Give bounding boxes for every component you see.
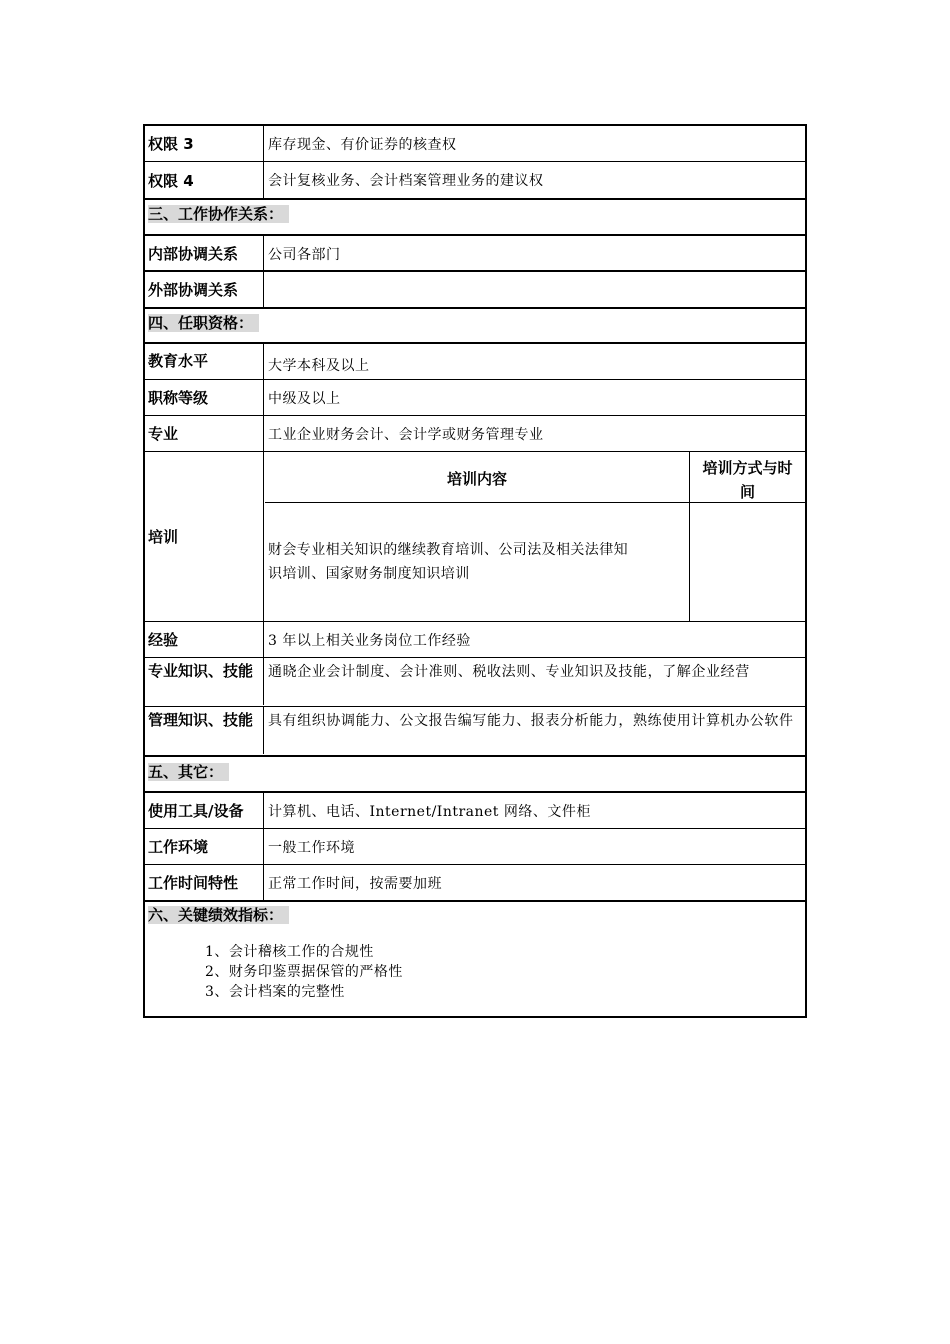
row-work-time <box>145 865 805 900</box>
label-professional-skills: 专业知识、技能 <box>145 658 264 705</box>
row-authority-3 <box>145 126 805 161</box>
label-environment: 工作环境 <box>145 829 264 864</box>
section-cooperation-title: 三、工作协作关系： <box>148 205 289 223</box>
label-external-coordination: 外部协调关系 <box>145 272 264 307</box>
value-education: 大学本科及以上 <box>268 357 370 374</box>
section-qualifications-title: 四、任职资格： <box>148 314 259 332</box>
divider <box>145 307 805 309</box>
row-experience <box>145 622 805 657</box>
row-external-coordination <box>145 272 805 307</box>
row-major <box>145 416 805 451</box>
section-other-title: 五、其它： <box>148 763 229 781</box>
value-authority-3: 库存现金、有价证券的核查权 <box>268 136 457 153</box>
training-method-header <box>690 456 805 504</box>
row-tools <box>145 793 805 828</box>
value-authority-4: 会计复核业务、会计档案管理业务的建议权 <box>268 173 544 189</box>
kpi-item: 1、会计稽核工作的合规性 <box>205 944 374 960</box>
value-management-skills: 具有组织协调能力、公文报告编写能力、报表分析能力，熟练使用计算机办公软件 <box>268 713 794 729</box>
training-content-line-2: 识培训、国家财务制度知识培训 <box>268 566 470 582</box>
section-qualifications <box>145 311 805 341</box>
row-title-level <box>145 380 805 415</box>
value-work-time: 正常工作时间，按需要加班 <box>268 875 442 892</box>
value-professional-skills: 通晓企业会计制度、会计准则、税收法则、专业知识及技能，了解企业经营 <box>268 664 750 680</box>
section-kpi-title: 六、关键绩效指标： <box>148 906 289 924</box>
training-method-header-line-2: 间 <box>739 483 755 501</box>
training-content-line-1: 财会专业相关知识的继续教育培训、公司法及相关法律知 <box>268 542 628 558</box>
label-management-skills: 管理知识、技能 <box>145 707 264 754</box>
value-major: 工业企业财务会计、会计学或财务管理专业 <box>268 426 544 443</box>
row-training <box>145 452 805 621</box>
divider <box>145 198 805 200</box>
row-authority-4 <box>145 162 805 198</box>
section-other <box>145 760 805 790</box>
training-content-header: 培训内容 <box>446 470 507 488</box>
label-education: 教育水平 <box>145 344 264 379</box>
job-description-table <box>143 124 807 1018</box>
value-title-level: 中级及以上 <box>268 390 341 407</box>
value-environment: 一般工作环境 <box>268 839 355 856</box>
label-training: 培训 <box>145 452 264 621</box>
row-management-skills <box>145 707 805 754</box>
label-authority-3: 权限 3 <box>145 126 264 161</box>
divider <box>145 755 805 757</box>
kpi-item: 3、会计档案的完整性 <box>205 984 345 1000</box>
label-internal-coordination: 内部协调关系 <box>145 236 264 271</box>
training-content <box>268 538 688 586</box>
label-experience: 经验 <box>145 622 264 657</box>
row-professional-skills <box>145 658 805 705</box>
divider <box>145 900 805 902</box>
row-internal-coordination <box>145 236 805 271</box>
label-work-time: 工作时间特性 <box>145 865 264 900</box>
training-method-header-line-1: 培训方式与时 <box>702 459 793 477</box>
value-tools: 计算机、电话、Internet/Intranet 网络、文件柜 <box>268 803 591 820</box>
section-cooperation <box>145 202 805 232</box>
value-experience: 3 年以上相关业务岗位工作经验 <box>268 632 471 649</box>
value-external-coordination <box>265 272 805 307</box>
row-environment <box>145 829 805 864</box>
label-authority-4: 权限 4 <box>145 162 264 198</box>
label-tools: 使用工具/设备 <box>145 793 264 828</box>
label-title-level: 职称等级 <box>145 380 264 415</box>
label-major: 专业 <box>145 416 264 451</box>
kpi-item: 2、财务印鉴票据保管的严格性 <box>205 964 403 980</box>
section-kpi <box>145 904 805 928</box>
value-internal-coordination: 公司各部门 <box>268 246 341 263</box>
row-education <box>145 344 805 379</box>
